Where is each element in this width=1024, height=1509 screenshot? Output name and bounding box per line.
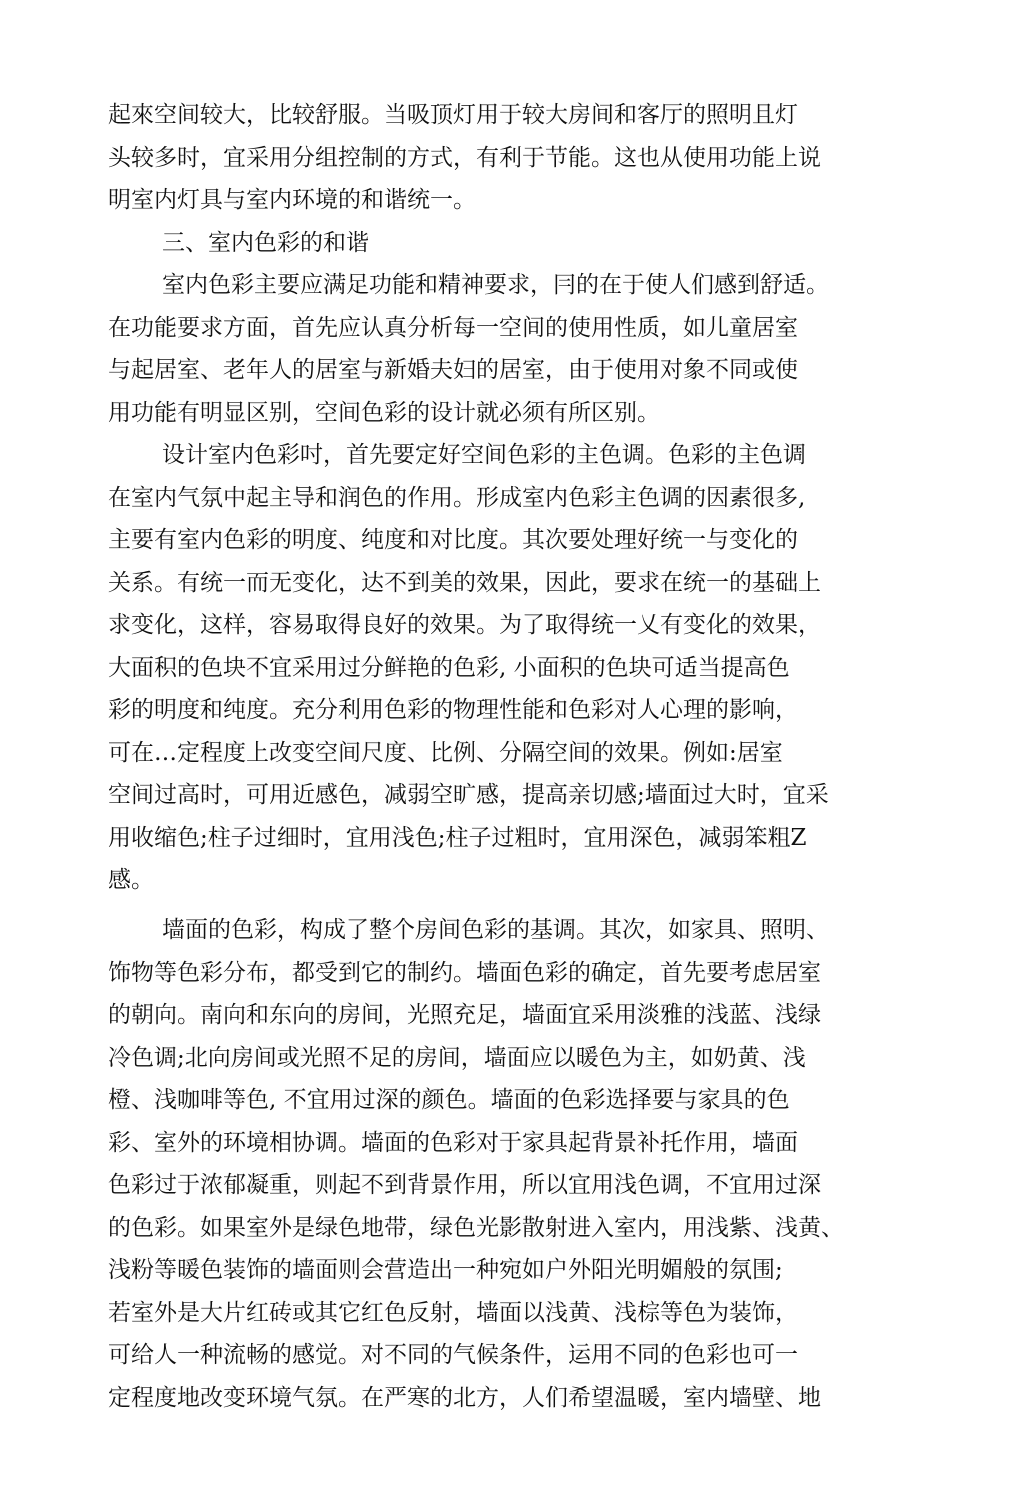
text-line: 若室外是大片红砖或其它红色反射，墙面以浅黄、浅棕等色为装饰， [108, 1300, 798, 1326]
text-line: 起來空间较大，比较舒服。当吸顶灯用于较大房间和客厅的照明且灯 [108, 102, 798, 128]
text-line: 色彩过于浓郁凝重，则起不到背景作用，所以宜用浅色调，不宜用过深 [108, 1172, 821, 1198]
section-heading: 三、室内色彩的和谐 [162, 230, 369, 256]
text-line: 主要有室内色彩的明度、纯度和对比度。其次要处理好统一与变化的 [108, 527, 798, 553]
text-line: 感。 [108, 867, 154, 893]
text-line: 空间过高时，可用近感色，减弱空旷感，提高亲切感;墙面过大时，宜采 [108, 782, 829, 808]
text-line: 的朝向。南向和东向的房间，光照充足，墙面宜采用淡雅的浅蓝、浅绿 [108, 1002, 821, 1028]
text-line: 头较多时，宜采用分组控制的方式，有利于节能。这也从使用功能上说 [108, 145, 821, 171]
text-line: 墙面的色彩，构成了整个房间色彩的基调。其次，如家具、照明、 [162, 917, 829, 943]
text-line: 用收缩色;柱子过细时，宜用浅色;柱子过粗时，宜用深色，减弱笨粗Z [108, 825, 807, 851]
text-line: 可给人一种流畅的感觉。对不同的气候条件，运用不同的色彩也可一 [108, 1342, 798, 1368]
text-line: 彩的明度和纯度。充分利用色彩的物理性能和色彩对人心理的影响， [108, 697, 798, 723]
text-line: 橙、浅咖啡等色, 不宜用过深的颜色。墙面的色彩选择要与家具的色 [108, 1087, 790, 1113]
text-line: 明室内灯具与室内环境的和谐统一。 [108, 187, 476, 213]
text-line: 可在…定程度上改变空间尺度、比例、分隔空间的效果。例如:居室 [108, 740, 783, 766]
text-line: 关系。有统一而无变化，达不到美的效果，因此，要求在统一的基础上 [108, 570, 821, 596]
text-line: 彩、室外的环境相协调。墙面的色彩对于家具起背景补托作用，墙面 [108, 1130, 798, 1156]
text-line: 用功能有明显区别，空间色彩的设计就必须有所区别。 [108, 400, 660, 426]
text-line: 大面积的色块不宜采用过分鲜艳的色彩, 小面积的色块可适当提高色 [108, 655, 790, 681]
text-line: 在室内气氛中起主导和润色的作用。形成室内色彩主色调的因素很多, [108, 485, 806, 511]
text-line: 定程度地改变环境气氛。在严寒的北方，人们希望温暖，室内墙壁、地 [108, 1385, 821, 1411]
text-line: 冷色调;北向房间或光照不足的房间，墙面应以暖色为主，如奶黄、浅 [108, 1045, 806, 1071]
text-line: 的色彩。如果室外是绿色地带，绿色光影散射进入室内，用浅紫、浅黄、 [108, 1215, 844, 1241]
text-line: 浅粉等暖色装饰的墙面则会营造出一种宛如户外阳光明媚般的氛围; [108, 1257, 783, 1283]
text-line: 设计室内色彩吋，首先要定好空间色彩的主色调。色彩的主色调 [162, 442, 806, 468]
text-line: 在功能要求方面，首先应认真分析每一空间的使用性质，如儿童居室 [108, 315, 798, 341]
text-line: 与起居室、老年人的居室与新婚夫妇的居室，由于使用对象不同或使 [108, 357, 798, 383]
text-line: 求变化，这样，容易取得良好的效果。为了取得统一乂有变化的效果， [108, 612, 821, 638]
text-line: 饰物等色彩分布，都受到它的制约。墙面色彩的确定，首先要考虑居室 [108, 960, 821, 986]
text-line: 室内色彩主要应满足功能和精神要求，冃的在于使人们感到舒适。 [162, 272, 829, 298]
